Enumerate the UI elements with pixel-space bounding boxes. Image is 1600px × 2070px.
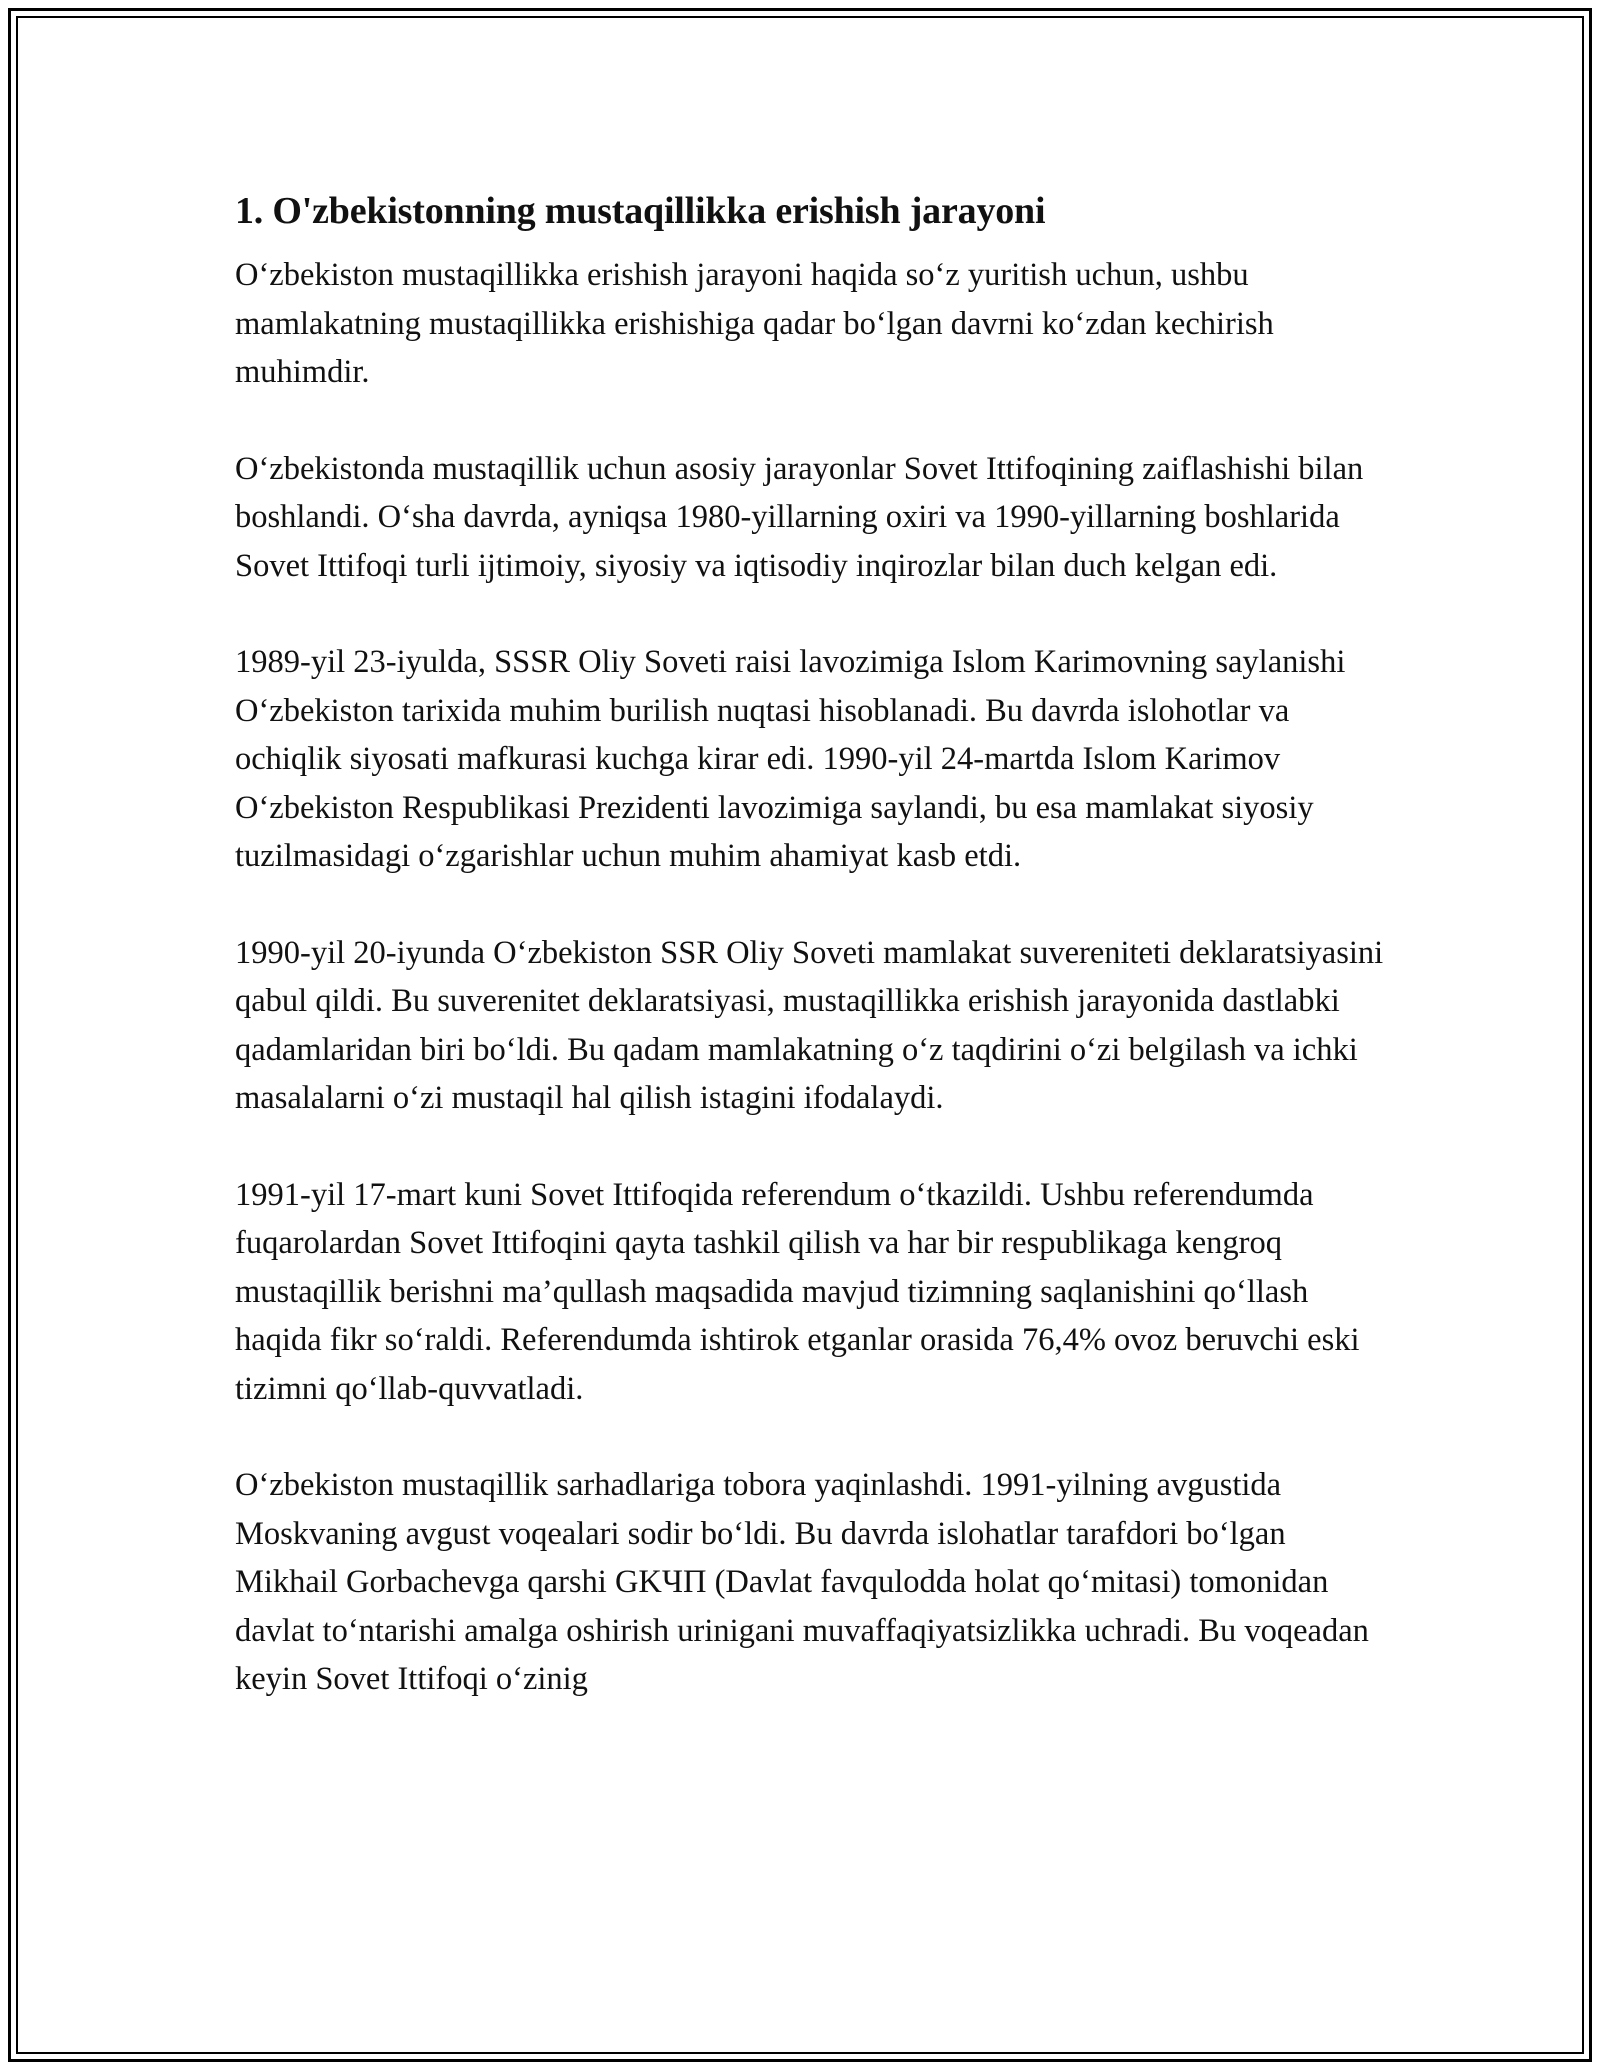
section-heading: 1. O'zbekistonning mustaqillikka erishish jarayoni xyxy=(235,190,1046,232)
paragraph-august-events: O‘zbekiston mustaqillik sarhadlariga tobora yaqinlashdi. 1991-yilning avgustida Moskvaning avgust voqealari sodir bo‘ldi. Bu davrda islohatlar tarafdori bo‘lgan Mikhail Gorbachevga qarshi GKЧП (Davlat favqulodda holat qo‘mitasi) tomonidan davlat to‘ntarishi amalga oshirish urinigani muvaffaqiyatsizlikka uchradi. Bu voqeadan keyin Sovet Ittifoqi o‘zinig xyxy=(235,1467,1369,1697)
paragraph-referendum: 1991-yil 17-mart kuni Sovet Ittifoqida referendum o‘tkazildi. Ushbu referendumda fuqarolardan Sovet Ittifoqini qayta tashkil qilish va har bir respublikaga kengroq mustaqillik berishni ma’qullash maqsadida mavjud tizimning saqlanishini qo‘llash haqida fikr so‘raldi. Referendumda ishtirok etganlar orasida 76,4% ovoz beruvchi eski tizimni qo‘llab-quvvatladi. xyxy=(235,1176,1360,1407)
paragraph-soviet-weakening: O‘zbekistonda mustaqillik uchun asosiy jarayonlar Sovet Ittifoqining zaiflashishi bilan boshlandi. O‘sha davrda, ayniqsa 1980-yillarning oxiri va 1990-yillarning boshlarida Sovet Ittifoqi turli ijtimoiy, siyosiy va iqtisodiy inqirozlar bilan duch kelgan edi. xyxy=(235,450,1364,584)
paragraph-karimov-election: 1989-yil 23-iyulda, SSSR Oliy Soveti raisi lavozimiga Islom Karimovning saylanishi O‘zbekiston tarixida muhim burilish nuqtasi hisoblanadi. Bu davrda islohotlar va ochiqlik siyosati mafkurasi kuchga kirar edi. 1990-yil 24-martda Islom Karimov O‘zbekiston Respublikasi Prezidenti lavozimiga saylandi, bu esa mamlakat siyosiy tuzilmasidagi o‘zgarishlar uchun muhim ahamiyat kasb etdi. xyxy=(235,644,1346,874)
paragraph-sovereignty-declaration: 1990-yil 20-iyunda O‘zbekiston SSR Oliy Soveti mamlakat suvereniteti deklaratsiyasini qabul qildi. Bu suverenitet deklaratsiyasi, mustaqillikka erishish jarayonida dastlabki qadamlaridan biri bo‘ldi. Bu qadam mamlakatning o‘z taqdirini o‘zi belgilash va ichki masalalarni o‘zi mustaqil hal qilish istagini ifodalaydi. xyxy=(235,934,1384,1116)
paragraph-intro: O‘zbekiston mustaqillikka erishish jarayoni haqida so‘z yuritish uchun, ushbu mamlakatning mustaqillikka erishishiga qadar bo‘lgan davrni ko‘zdan kechirish muhimdir. xyxy=(235,257,1274,390)
document-body xyxy=(235,185,1385,1704)
